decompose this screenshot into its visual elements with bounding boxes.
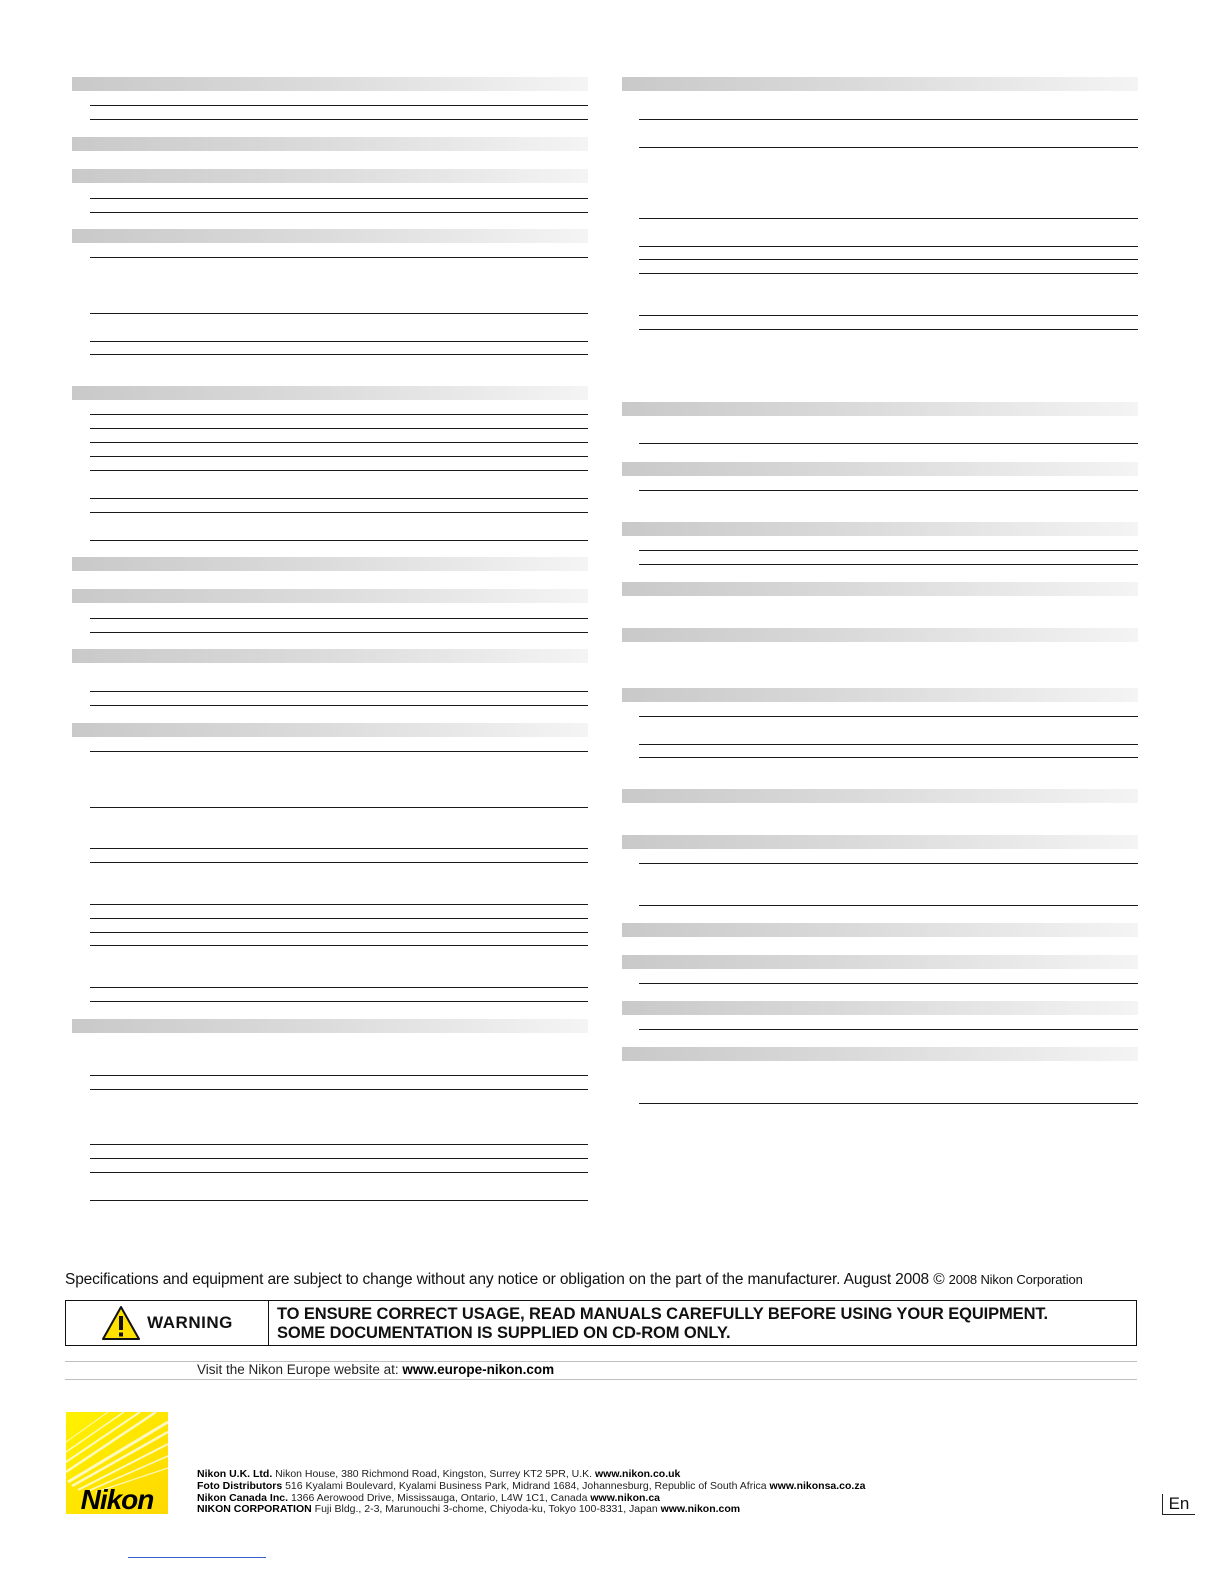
address-text: 516 Kyalami Boulevard, Kyalami Business Park, Midrand 1684, Johannesburg, Republic of South Africa [285, 1479, 767, 1492]
row-rule [639, 259, 1138, 260]
address-url[interactable]: www.nikonsa.co.za [769, 1479, 866, 1492]
warning-line-1: TO ENSURE CORRECT USAGE, READ MANUALS CAREFULLY BEFORE USING YOUR EQUIPMENT. [277, 1305, 1049, 1323]
address-text: Fuji Bldg., 2-3, Marunouchi 3-chome, Chiyoda-ku, Tokyo 100-8331, Japan [314, 1503, 658, 1516]
warning-label-cell [66, 1301, 269, 1345]
row-rule [639, 119, 1138, 120]
divider [65, 1379, 1137, 1380]
warning-message [269, 1301, 1136, 1345]
row-rule [639, 716, 1138, 717]
row-rule [639, 490, 1138, 491]
section-header-bar [622, 1047, 1138, 1061]
row-rule [639, 246, 1138, 247]
address-company: Foto Distributors [197, 1479, 283, 1492]
address-url[interactable]: www.nikon.com [660, 1503, 741, 1516]
row-rule [639, 863, 1138, 864]
language-tag: En [1162, 1494, 1195, 1515]
address-line [197, 1504, 865, 1516]
copyright-text: 2008 Nikon Corporation [948, 1272, 1083, 1287]
disclaimer [65, 1271, 1140, 1289]
row-rule [639, 905, 1138, 906]
website-link[interactable]: www.europe-nikon.com [402, 1362, 555, 1377]
warning-label: WARNING [147, 1313, 233, 1332]
row-rule [639, 315, 1138, 316]
logo-wordmark: Nikon [80, 1484, 154, 1514]
section-header-bar [622, 688, 1138, 702]
website-prefix: Visit the Nikon Europe website at: [197, 1362, 399, 1377]
address-company: Nikon Canada Inc. [197, 1491, 289, 1504]
section-header-bar [622, 628, 1138, 642]
warning-triangle-icon [101, 1305, 141, 1341]
row-rule [639, 273, 1138, 274]
row-rule [639, 218, 1138, 219]
address-url[interactable]: www.nikon.co.uk [595, 1468, 681, 1480]
address-text: Nikon House, 380 Richmond Road, Kingston, Surrey KT2 5PR, U.K. [275, 1468, 593, 1480]
section-header-bar [622, 789, 1138, 803]
row-rule [639, 1029, 1138, 1030]
copyright-symbol: © [933, 1271, 945, 1288]
section-header-bar [622, 955, 1138, 969]
row-rule [639, 757, 1138, 758]
row-rule [639, 443, 1138, 444]
row-rule [639, 1103, 1138, 1104]
nikon-logo [66, 1412, 168, 1514]
section-header-bar [622, 77, 1138, 91]
address-list [197, 1469, 865, 1516]
row-rule [639, 147, 1138, 148]
section-header-bar [622, 582, 1138, 596]
website-line [197, 1362, 554, 1377]
row-rule [639, 550, 1138, 551]
address-text: 1366 Aerowood Drive, Mississauga, Ontario, L4W 1C1, Canada [290, 1491, 588, 1504]
address-company: NIKON CORPORATION [197, 1503, 312, 1516]
link-underline [128, 1557, 266, 1558]
row-rule [639, 329, 1138, 330]
warning-line-2: SOME DOCUMENTATION IS SUPPLIED ON CD-ROM ONLY. [277, 1324, 731, 1342]
warning-box [65, 1300, 1137, 1346]
address-company: Nikon U.K. Ltd. [197, 1468, 273, 1480]
section-header-bar [622, 835, 1138, 849]
disclaimer-text: Specifications and equipment are subject to change without any notice or obligation on the part of the manufacturer. August 2008 [65, 1271, 930, 1288]
section-header-bar [622, 1001, 1138, 1015]
row-rule [639, 744, 1138, 745]
address-url[interactable]: www.nikon.ca [590, 1491, 660, 1504]
section-header-bar [622, 923, 1138, 937]
section-header-bar [622, 402, 1138, 416]
row-rule [639, 564, 1138, 565]
section-header-bar [622, 462, 1138, 476]
section-header-bar [622, 522, 1138, 536]
row-rule [639, 983, 1138, 984]
